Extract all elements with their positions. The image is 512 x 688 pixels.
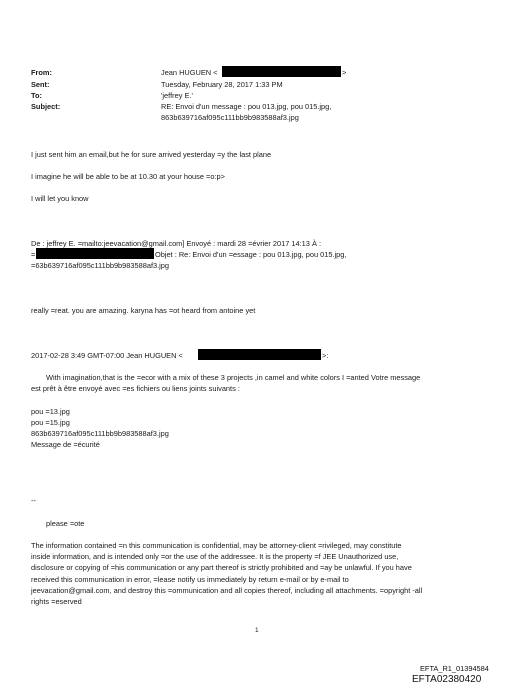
from-value: Jean HUGUEN < [161,68,218,77]
redaction-box [198,349,321,360]
footer-doc-id-1: EFTA_R1_01394584 [420,664,489,673]
attachment-3: 863b639716af095c111bb9b983588af3.jpg [31,429,169,438]
quoted-body-line-2: est prêt à être envoyé avec =es fichiers ou liens joints suivants : [31,384,240,393]
disclaimer: The information contained =n this communication is confidential, may be attorney-client =rivileged, may constitute inside information, and is intended only =or the use of the addressee. It is the property =f JEE Unauthorized use, disclosure or copying of =his communication or any part thereof is strictly prohibited and =ay be unlawful. If you have received this communication in error, =lease notify us immediately by return e-mail or by e-mail to jeevacation@gmail.com, and destroy this =ommunication and all copies thereof, including all attachments. =opyright -all rights =eserved [31,541,423,607]
attachment-2: pou =15.jpg [31,418,70,427]
quoted-header: 2017-02-28 3:49 GMT-07:00 Jean HUGUEN < [31,351,183,360]
redaction-box [222,66,341,77]
footer-doc-id-2: EFTA02380420 [412,674,482,685]
forward-objet-line: Objet : Re: Envoi d'un =essage : pou 013.jpg, pou 015.jpg, [155,250,347,259]
redaction-box [36,248,154,259]
sent-label: Sent: [31,80,50,89]
security-message: Message de =écurité [31,440,100,449]
page-number: 1 [255,627,259,634]
please-note: please =ote [46,519,85,528]
sent-value: Tuesday, February 28, 2017 1:33 PM [161,80,283,89]
forward-hash-line: =63b639716af095c111bb9b983588af3.jpg [31,261,170,270]
body-line-3: I will let you know [31,194,89,203]
reply-line: really =reat. you are amazing. karyna has =ot heard from antoine yet [31,306,256,315]
subject-line-1: RE: Envoi d'un message : pou 013.jpg, pou 015.jpg, [161,102,332,111]
from-close: > [342,68,347,77]
body-line-2: I imagine he will be able to be at 10.30 at your house =o:p> [31,172,225,181]
forward-eq-prefix: = [31,250,36,259]
subject-label: Subject: [31,102,61,111]
quoted-header-close: >: [322,351,329,360]
to-value: 'jeffrey E.' [161,91,193,100]
subject-line-2: 863b639716af095c111bb9b983588af3.jpg [161,113,299,122]
from-label: From: [31,68,52,77]
signature-dashes: -- [31,496,36,505]
attachment-1: pou =13.jpg [31,407,70,416]
forward-de-line: De : jeffrey E. =mailto:jeevacation@gmail.com] Envoyé : mardi 28 =évrier 2017 14:13 À : [31,239,321,248]
to-label: To: [31,91,42,100]
quoted-body-line-1: With imagination,that is the =ecor with a mix of these 3 projects ,in camel and white colors I =anted Votre message [46,373,421,382]
body-line-1: I just sent him an email,but he for sure arrived yesterday =y the last plane [31,150,272,159]
